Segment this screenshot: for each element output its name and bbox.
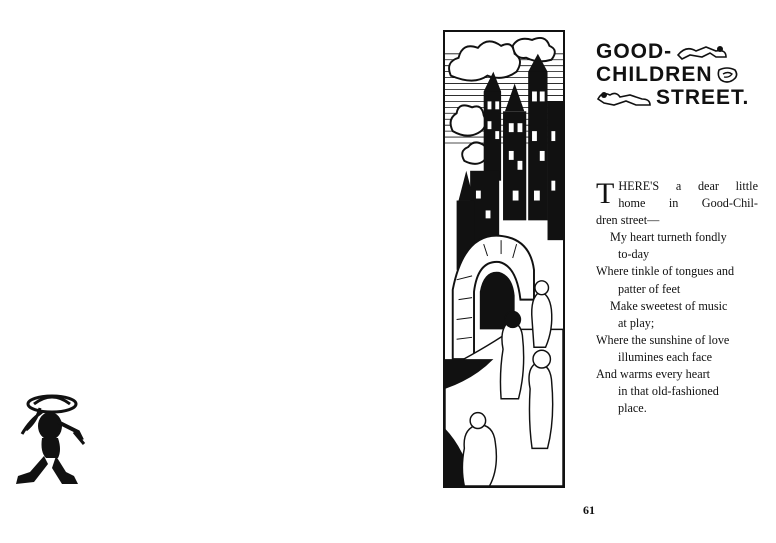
hat-figure-icon	[12, 392, 90, 492]
title-line-1: GOOD-	[596, 40, 673, 63]
poem-line-14: place.	[618, 401, 647, 416]
page-number: 61	[583, 503, 595, 517]
poem-line-1: HERE'S a dear little	[618, 179, 758, 193]
title-line-2: CHILDREN	[596, 63, 713, 86]
running-figures-icon	[676, 43, 728, 61]
chapter-title	[596, 40, 761, 109]
poem-text	[596, 178, 758, 417]
poem-line-9: at play;	[618, 315, 655, 330]
poem-line-12: And warms every heart	[596, 367, 711, 382]
poem-line-10: Where the sunshine of love	[596, 332, 730, 347]
poem-line-2: home in Good-Chil-	[618, 196, 758, 211]
poem-line-6: Where tinkle of tongues and	[596, 264, 735, 279]
title-line-3: STREET.	[656, 86, 750, 109]
street-scene-illustration	[443, 30, 565, 488]
poem-line-3: dren street—	[596, 213, 660, 228]
drop-cap: T	[596, 177, 615, 210]
poem-line-4: My heart turneth fondly	[610, 230, 727, 245]
poem-line-7: patter of feet	[618, 281, 681, 296]
poem-line-11: illumines each face	[618, 349, 713, 364]
poem-line-5: to-day	[618, 247, 650, 262]
running-figures-icon	[596, 89, 652, 107]
scroll-ornament-icon	[717, 66, 739, 84]
poem-line-8: Make sweetest of music	[610, 298, 728, 313]
poem-line-13: in that old-fashioned	[618, 384, 719, 399]
